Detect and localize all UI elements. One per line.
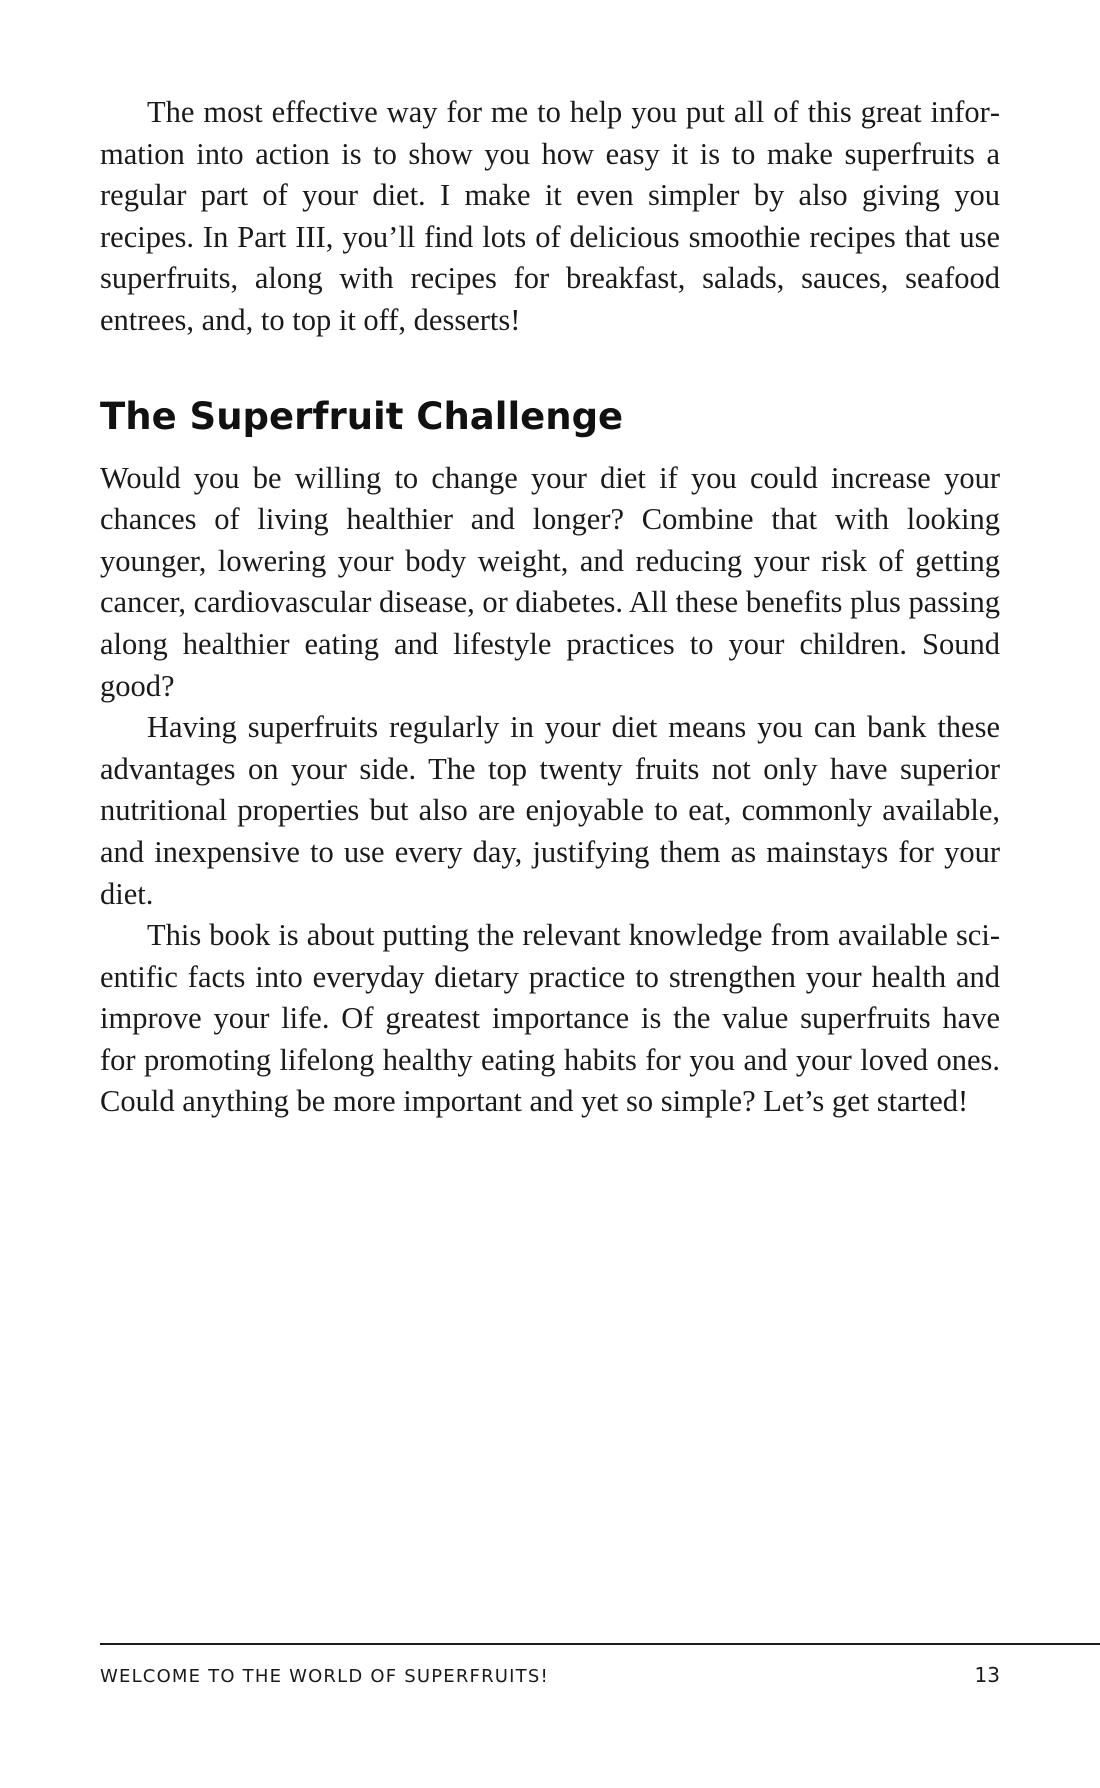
page-footer	[100, 1663, 1000, 1687]
section-paragraph-1: Would you be willing to change your diet if you could increase your chances of living healthier and longer? Combine that with looking younger, lowering your body weight, and reducing your risk of getting cancer, cardiovascular disease, or diabetes. All these benefits plus passing along healthier eating and lifestyle practices to your children. Sound good?	[100, 460, 1000, 703]
section-heading: The Superfruit Challenge	[100, 394, 624, 438]
footer-divider	[100, 1643, 1100, 1645]
page-number: 13	[974, 1663, 1000, 1687]
running-title: WELCOME TO THE WORLD OF SUPERFRUITS!	[100, 1666, 549, 1687]
section-paragraph-2: Having superfruits regularly in your diet means you can bank these advantages on your side. The top twenty fruits not only have superior nutritional properties but also are enjoyable to eat, commonly available, and inexpensive to use every day, justifying them as mainstays for your diet.	[100, 710, 1000, 911]
page-content	[100, 92, 1000, 1123]
intro-paragraph: The most effective way for me to help you put all of this great information into action is to show you how easy it is to make superfruits a regular part of your diet. I make it even simpler by also giving you recipes. In Part III, you’ll find lots of delicious smoothie recipes that use superfruits, along with recipes for breakfast, salads, sauces, seafood entrees, and, to top it off, desserts!	[100, 95, 1000, 337]
section-paragraph-3: This book is about putting the relevant knowledge from available scientific facts into everyday dietary practice to strengthen your health and improve your life. Of greatest importance is the value superfruits have for promoting lifelong healthy eating habits for you and your loved ones. Could anything be more important and yet so simple? Let’s get started!	[100, 918, 1000, 1119]
